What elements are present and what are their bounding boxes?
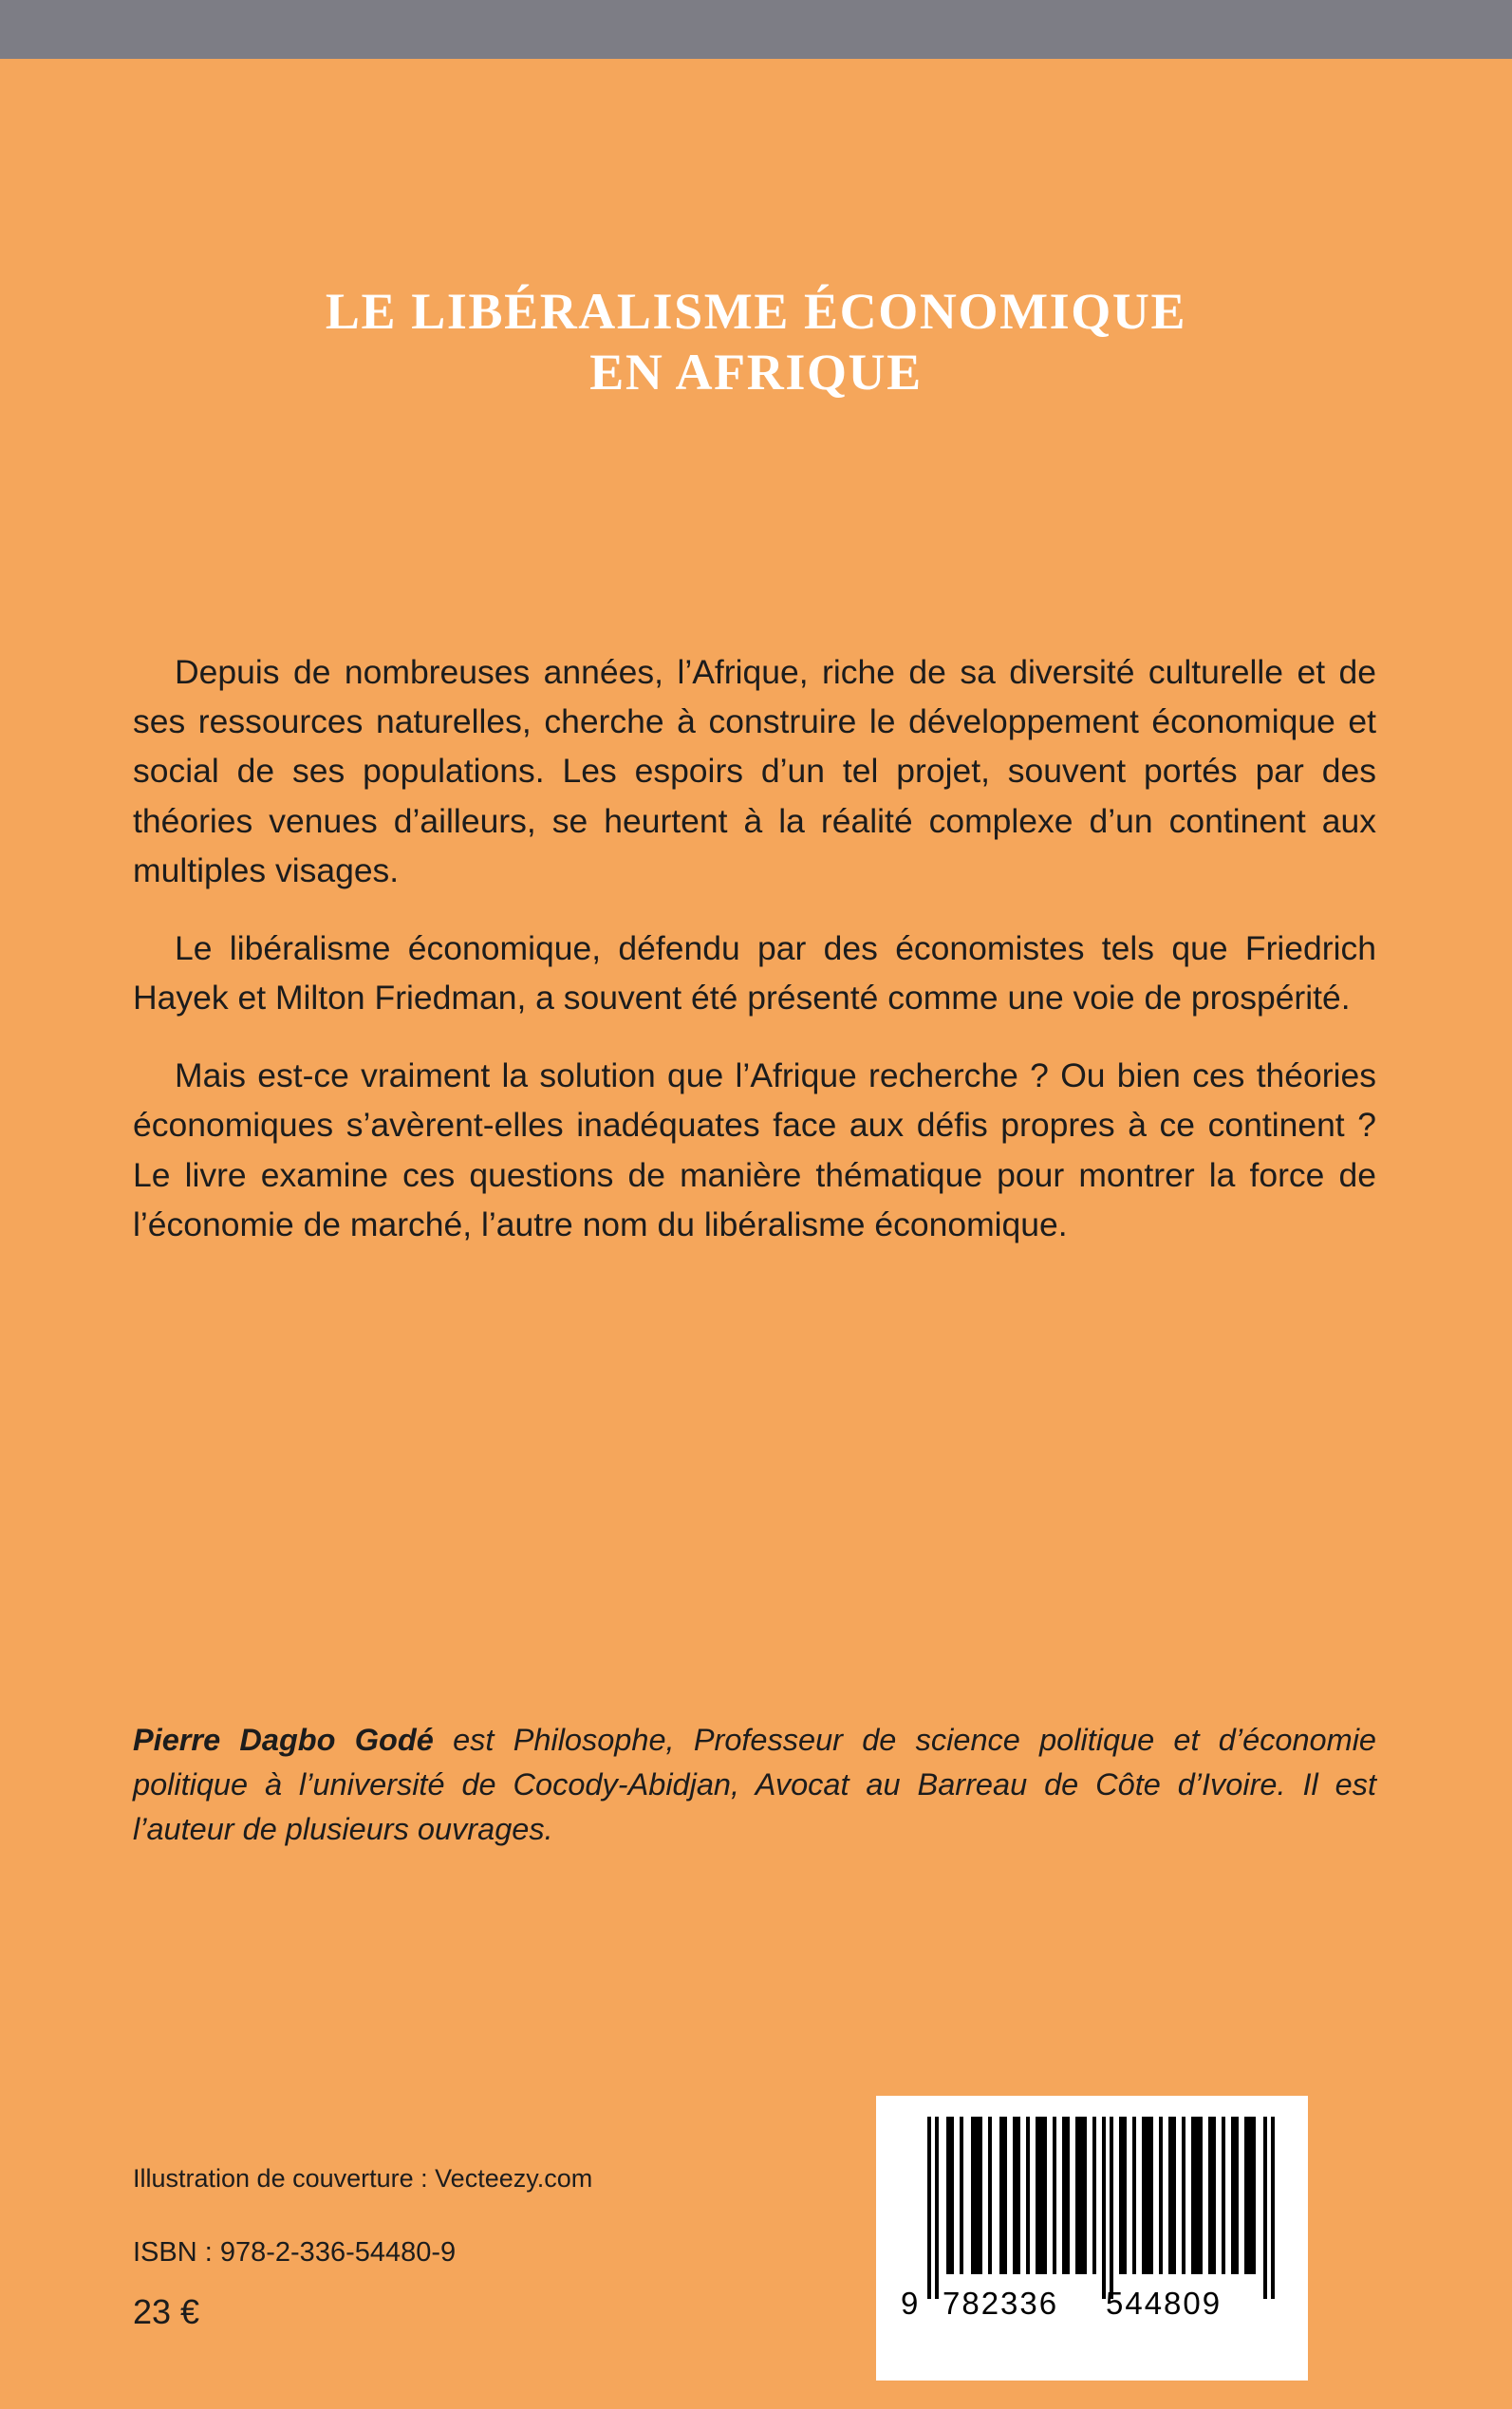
barcode-right-group: 544809 [1106, 2286, 1223, 2321]
author-biography-text: est Philosophe, Professeur de science politique et d’économie politique à l’université de Cocody-Abidjan, Avocat au Barreau de Côte d’Ivoire. Il est l’auteur de plusieurs ouvrages. [133, 1723, 1377, 1847]
blurb-paragraph-2: Le libéralisme économique, défendu par des économistes tels que Friedrich Hayek et Milton Friedman, a souvent été présenté comme une voie de prospérité. [133, 928, 1376, 1018]
barcode [876, 2096, 1308, 2381]
page-title [114, 282, 1398, 402]
author-biography [133, 1718, 1376, 1852]
blurb-paragraph-1: Depuis de nombreuses années, l’Afrique, riche de sa diversité culturelle et de ses ressources naturelles, cherche à construire le développement économique et social de ses populations. Les espoirs d’un tel projet, souvent portés par des théories venues d’ailleurs, se heurtent à la réalité complexe d’un continent aux multiples visages. [133, 653, 1376, 889]
illustration-credit: Illustration de couverture : Vecteezy.com [133, 2164, 593, 2193]
blurb-paragraph-3: Mais est-ce vraiment la solution que l’Afrique recherche ? Ou bien ces théories économiques s’avèrent-elles inadéquates face aux défis propres à ce continent ? Le livre examine ces questions de manière thématique pour montrer la force de l’économie de marché, l’autre nom du libéralisme économique. [133, 1056, 1376, 1243]
barcode-digits [901, 2286, 1283, 2331]
blurb-text [133, 647, 1376, 1249]
cover-content [0, 59, 1512, 2409]
barcode-left-group: 782336 [943, 2286, 1059, 2321]
barcode-bars [901, 2117, 1283, 2299]
top-gray-band [0, 0, 1512, 59]
barcode-first-digit: 9 [901, 2286, 921, 2321]
footer-block [133, 2161, 797, 2335]
isbn-text: ISBN : 978-2-336-54480-9 [133, 2236, 457, 2268]
author-name: Pierre Dagbo Godé [133, 1723, 434, 1757]
price-text: 23 € [133, 2292, 200, 2332]
page-title-line-2: EN AFRIQUE [589, 343, 923, 401]
page-title-line-1: LE LIBÉRALISME ÉCONOMIQUE [325, 283, 1187, 340]
